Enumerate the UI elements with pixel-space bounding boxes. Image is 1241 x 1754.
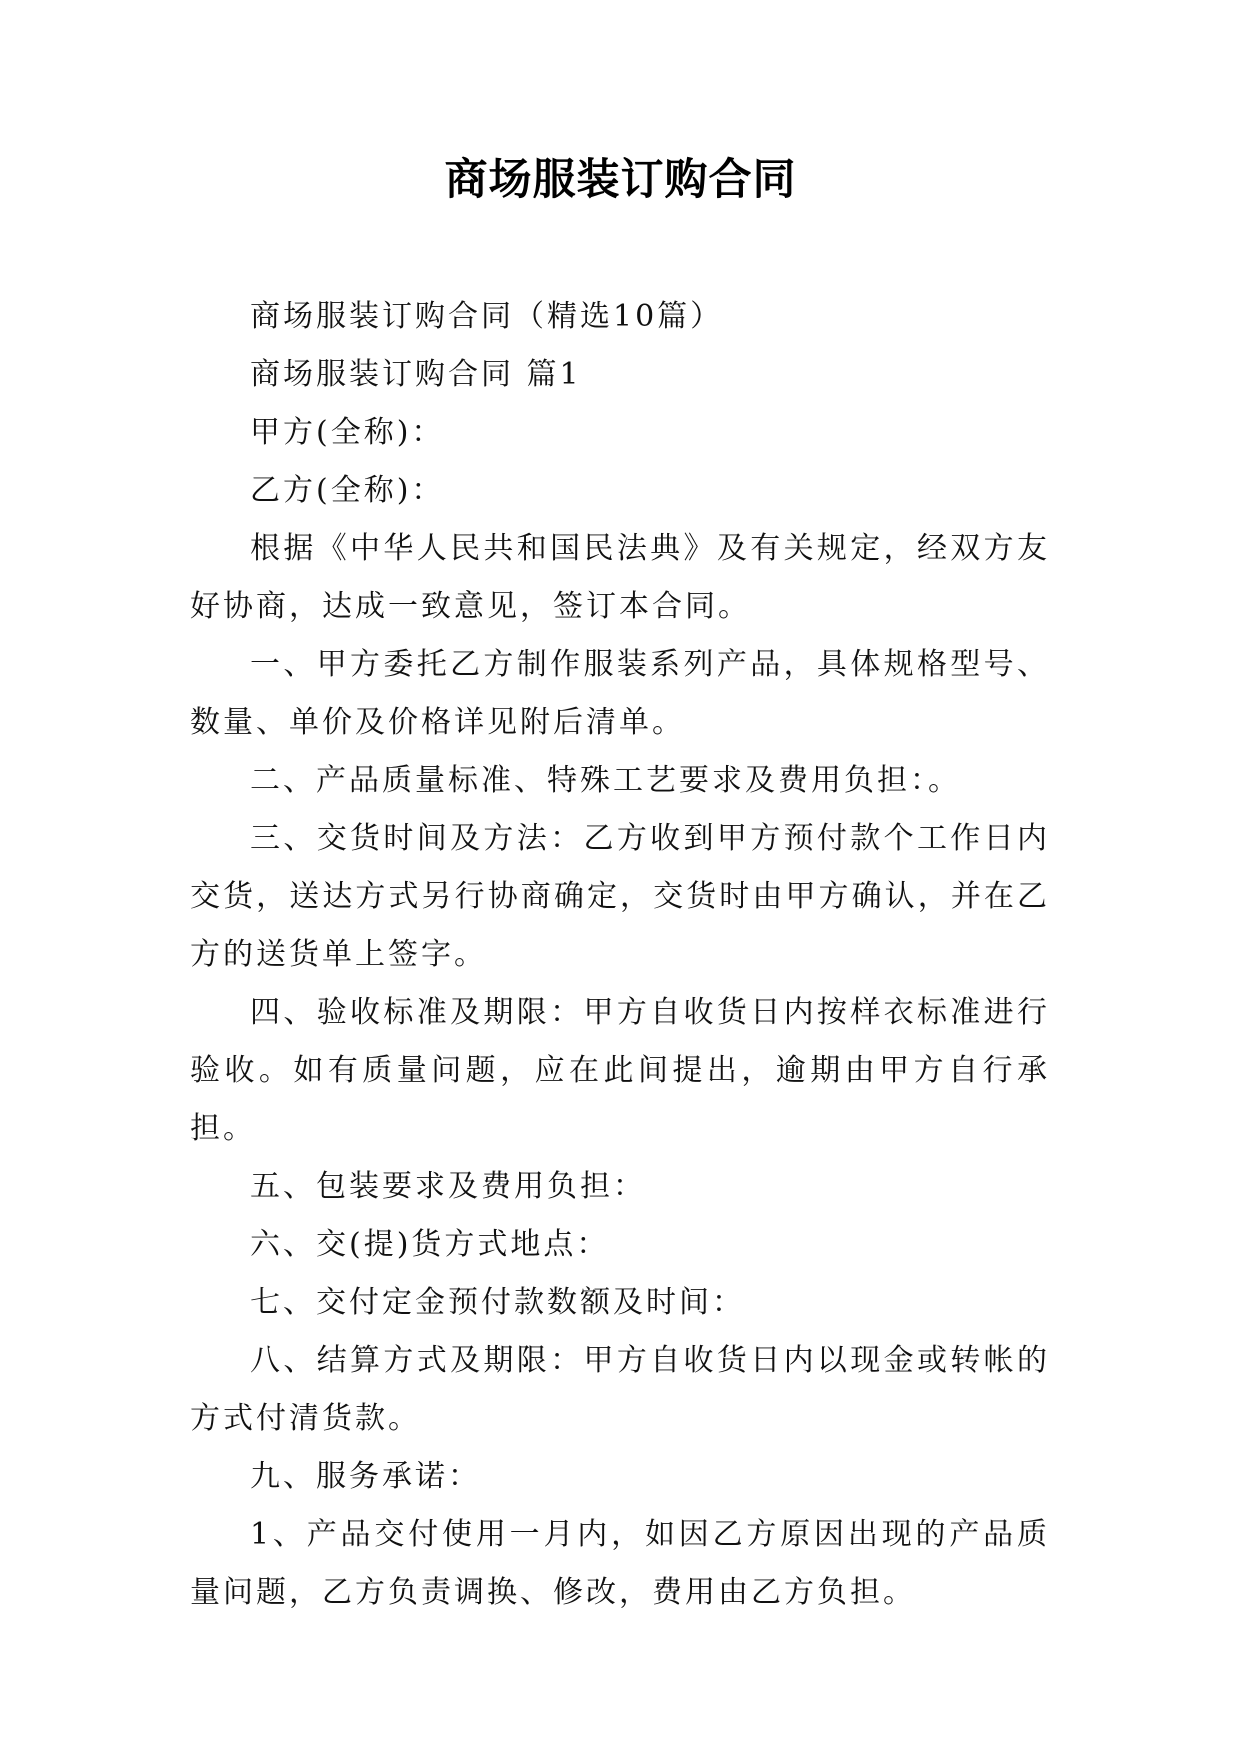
paragraph-clause-5: 五、包装要求及费用负担： (250, 1169, 646, 1204)
paragraph-clause-3: 三、交货时间及方法：乙方收到甲方预付款个工作日内交货，送达方式另行协商确定，交货时由甲方确认，并在乙方的送货单上签字。 (190, 821, 1050, 972)
paragraph-clause-9: 九、服务承诺： (250, 1459, 481, 1494)
paragraph-party-a: 甲方(全称)： (250, 415, 445, 450)
document-title: 商场服装订购合同 (444, 155, 797, 205)
paragraph-clause-1: 一、甲方委托乙方制作服装系列产品，具体规格型号、数量、单价及价格详见附后清单。 (190, 647, 1050, 740)
paragraph-clause-4: 四、验收标准及期限：甲方自收货日内按样衣标准进行验收。如有质量问题，应在此间提出，逾期由甲方自行承担。 (190, 995, 1050, 1146)
paragraph-subtitle: 商场服装订购合同（精选10篇） (250, 299, 724, 334)
paragraph-clause-6: 六、交(提)货方式地点： (250, 1227, 610, 1262)
paragraph-clause-7: 七、交付定金预付款数额及时间： (250, 1285, 745, 1320)
paragraph-clause-9-item-1: 1、产品交付使用一月内，如因乙方原因出现的产品质量问题，乙方负责调换、修改，费用由乙方负担。 (190, 1517, 1050, 1610)
paragraph-section-heading: 商场服装订购合同 篇1 (250, 357, 582, 392)
paragraph-clause-8: 八、结算方式及期限：甲方自收货日内以现金或转帐的方式付清货款。 (190, 1343, 1050, 1436)
paragraph-preamble: 根据《中华人民共和国民法典》及有关规定，经双方友好协商，达成一致意见，签订本合同。 (190, 531, 1050, 624)
paragraph-party-b: 乙方(全称)： (250, 473, 445, 508)
paragraph-clause-2: 二、产品质量标准、特殊工艺要求及费用负担：。 (250, 763, 961, 798)
document-body (190, 288, 1050, 1622)
